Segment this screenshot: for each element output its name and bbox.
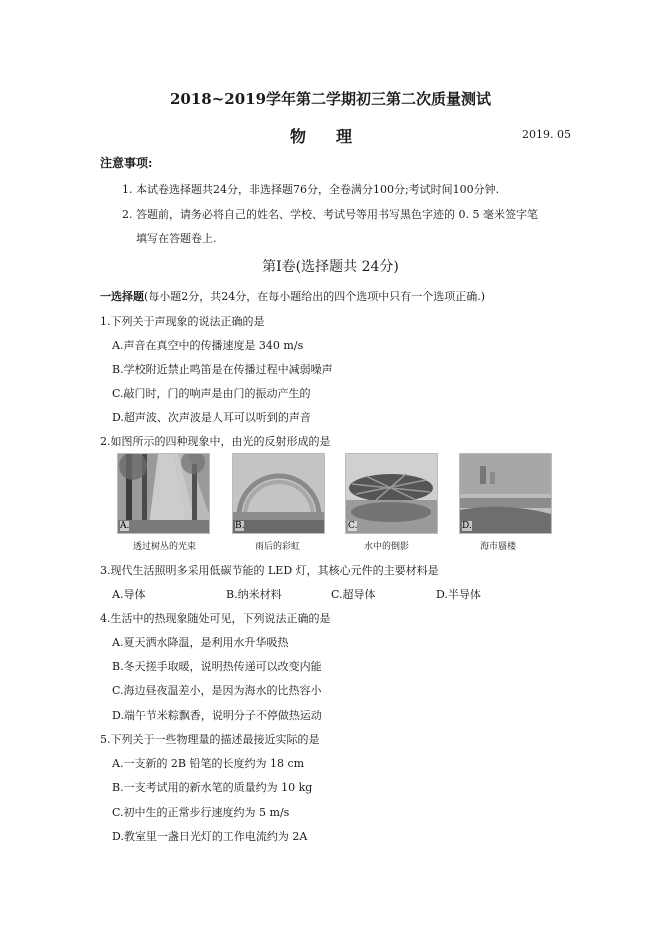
part-instruction	[100, 288, 485, 304]
question-2-stem: 2.如图所示的四种现象中，由光的反射形成的是	[100, 435, 331, 448]
question-1-option-a: A.声音在真空中的传播速度是 340 m/s	[112, 339, 304, 352]
notice-heading: 注意事项:	[100, 156, 153, 170]
question-3-option-a: A.导体	[112, 588, 146, 601]
figure-d-caption: 海市蜃楼	[480, 542, 517, 552]
part-label: 一选择题	[100, 290, 144, 303]
notice-item-2-cont: 填写在答题卷上.	[136, 232, 217, 245]
figure-b-rainbow	[232, 453, 325, 534]
figure-c-reflection	[345, 453, 438, 534]
figure-d-letter: D.	[462, 521, 472, 531]
section-title: 第Ⅰ卷(选择题共 24分)	[262, 259, 399, 275]
question-5-option-c: C.初中生的正常步行速度约为 5 m/s	[112, 806, 290, 819]
figure-c-caption: 水中的倒影	[364, 542, 410, 552]
question-4-option-b: B.冬天搓手取暖，说明热传递可以改变内能	[112, 660, 322, 673]
question-4-option-d: D.端午节米粽飘香，说明分子不停做热运动	[112, 709, 322, 722]
figure-c-letter: C.	[348, 521, 358, 531]
question-4-option-a: A.夏天洒水降温，是利用水升华吸热	[112, 636, 289, 649]
notice-item-1: 1. 本试卷选择题共24分，非选择题76分，全卷满分100分;考试时间100分钟.	[122, 183, 500, 196]
question-5-option-b: B.一支考试用的新水笔的质量约为 10 kg	[112, 781, 313, 794]
exam-date: 2019. 05	[522, 128, 571, 141]
figure-b-letter: B.	[235, 521, 245, 531]
question-3-option-c: C.超导体	[331, 588, 376, 601]
question-4-stem: 4.生活中的热现象随处可见，下列说法正确的是	[100, 612, 331, 625]
figure-a-forest-light	[117, 453, 210, 534]
figure-a-letter: A.	[120, 521, 130, 531]
notice-item-2: 2. 答题前，请务必将自己的姓名、学校、考试号等用书写黑色字迹的 0. 5 毫米签字笔	[122, 208, 538, 221]
exam-title: 2018~2019学年第二学期初三第二次质量测试	[169, 90, 492, 108]
question-5-option-d: D.教室里一盏日光灯的工作电流约为 2A	[112, 830, 308, 843]
question-5-option-a: A.一支新的 2B 铅笔的长度约为 18 cm	[112, 757, 305, 770]
figure-b-caption: 雨后的彩虹	[255, 542, 301, 552]
question-1-option-b: B.学校附近禁止鸣笛是在传播过程中减弱噪声	[112, 363, 333, 376]
question-3-option-b: B.纳米材料	[226, 588, 282, 601]
question-1-option-d: D.超声波、次声波是人耳可以听到的声音	[112, 411, 311, 424]
question-1-option-c: C.敲门时，门的响声是由门的振动产生的	[112, 387, 311, 400]
question-5-stem: 5.下列关于一些物理量的描述最接近实际的是	[100, 733, 320, 746]
figure-a-caption: 透过树丛的光束	[133, 542, 197, 552]
question-3-stem: 3.现代生活照明多采用低碳节能的 LED 灯，其核心元件的主要材料是	[100, 564, 439, 577]
part-instruction-text: (每小题2分，共24分，在每小题给出的四个选项中只有一个选项正确.)	[144, 290, 486, 303]
question-3-option-d: D.半导体	[436, 588, 481, 601]
question-4-option-c: C.海边昼夜温差小，是因为海水的比热容小	[112, 684, 322, 697]
question-1-stem: 1.下列关于声现象的说法正确的是	[100, 315, 265, 328]
subject-title: 物理	[290, 127, 383, 146]
figure-d-mirage	[459, 453, 552, 534]
